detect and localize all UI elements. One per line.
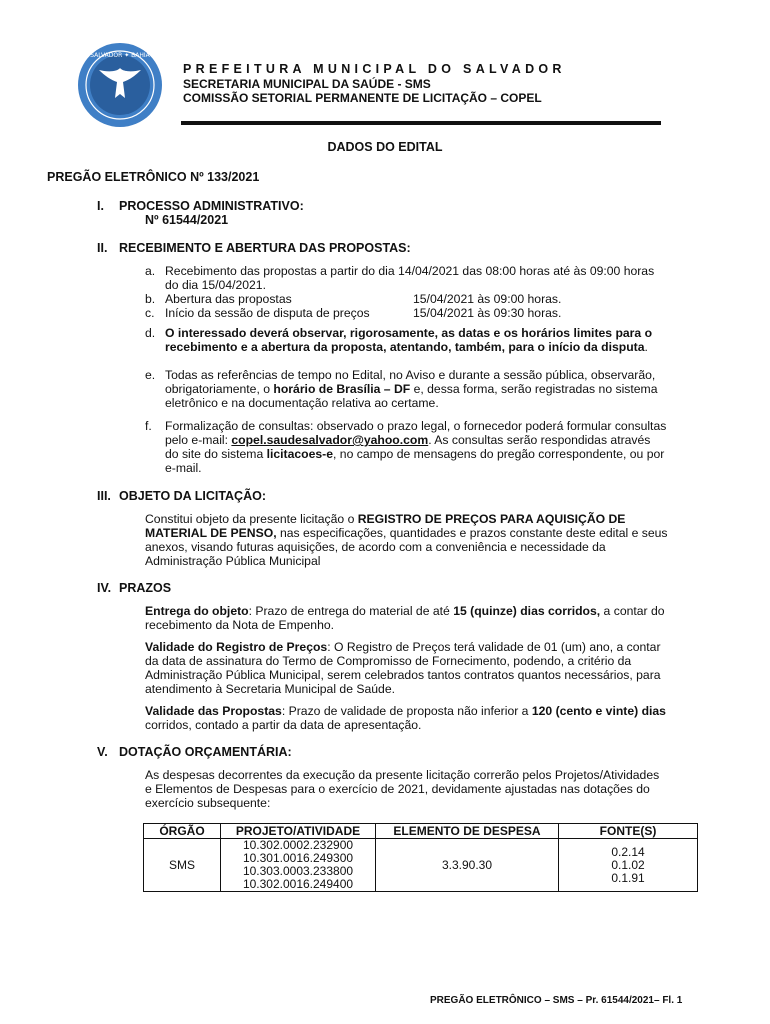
item-d-text: O interessado deverá observar, rigorosamente, as datas e os horários limites para o recebimento e a abertura da proposta, atentando, também, para o início da disputa. bbox=[165, 326, 653, 354]
process-number: Nº 61544/2021 bbox=[145, 213, 229, 227]
budget-table bbox=[143, 823, 698, 892]
header-divider bbox=[181, 121, 661, 125]
cell-projetos: 10.302.0002.232900 10.301.0016.249300 10.303.0003.233800 10.302.0016.249400 bbox=[221, 839, 376, 892]
col-header-fonte: FONTE(S) bbox=[559, 824, 698, 839]
cell-fontes: 0.2.14 0.1.02 0.1.91 bbox=[559, 839, 698, 892]
object-paragraph: Constitui objeto da presente licitação o REGISTRO DE PREÇOS PARA AQUISIÇÃO DE MATERIAL DE PENSO, nas especificações, quantidades e prazos constante deste edital e seus anexos, visando futuras aquisições, de acordo com a conveniência e necessidade da Administração Pública Municipal bbox=[145, 512, 668, 568]
item-a-label: a. bbox=[145, 264, 156, 278]
delivery-paragraph: Entrega do objeto: Prazo de entrega do material de até 15 (quinze) dias corridos, a contar do recebimento da Nota de Empenho. bbox=[145, 604, 665, 632]
section-5-title: DOTAÇÃO ORÇAMENTÁRIA: bbox=[119, 745, 292, 759]
item-e-label: e. bbox=[145, 368, 156, 382]
city-seal-logo bbox=[77, 42, 163, 128]
item-a-text: Recebimento das propostas a partir do dia 14/04/2021 das 08:00 horas até às 09:00 horas do dia 15/04/2021. bbox=[165, 264, 655, 292]
page-footer: PREGÃO ELETRÔNICO – SMS – Pr. 61544/2021– Fl. 1 bbox=[430, 995, 683, 1006]
item-b-label: b. bbox=[145, 292, 156, 306]
section-4-number: IV. bbox=[97, 581, 112, 595]
col-header-orgao: ÓRGÃO bbox=[144, 824, 221, 839]
page-title: DADOS DO EDITAL bbox=[327, 140, 443, 154]
item-b-text: Abertura das propostas bbox=[165, 292, 292, 306]
section-2-number: II. bbox=[97, 241, 108, 255]
item-b-value: 15/04/2021 às 09:00 horas. bbox=[413, 292, 562, 306]
section-3-number: III. bbox=[97, 489, 111, 503]
table-row bbox=[144, 839, 698, 892]
item-f-label: f. bbox=[145, 419, 152, 433]
budget-paragraph: As despesas decorrentes da execução da presente licitação correrão pelos Projetos/Atividades e Elementos de Despesas para o exercício de 2021, devidamente ajustadas nas dotações do exercício subsequente: bbox=[145, 768, 660, 810]
logo-lettering: SALVADOR ✦ BAHIA bbox=[90, 52, 150, 59]
item-c-text: Início da sessão de disputa de preços bbox=[165, 306, 370, 320]
section-1-number: I. bbox=[97, 199, 104, 213]
item-f-text: Formalização de consultas: observado o prazo legal, o fornecedor poderá formular consultas pelo e-mail: copel.saudesalvador@yahoo.com. As consultas serão respondidas através do site do sistema licitacoes-e, no campo de mensagens do pregão correspondente, ou por e-mail. bbox=[165, 419, 667, 475]
proposal-validity-paragraph: Validade das Propostas: Prazo de validade de proposta não inferior a 120 (cento e vinte) dias corridos, contado a partir da data de apresentação. bbox=[145, 704, 666, 732]
col-header-elemento: ELEMENTO DE DESPESA bbox=[376, 824, 559, 839]
section-5-number: V. bbox=[97, 745, 108, 759]
header-secretariat: SECRETARIA MUNICIPAL DA SAÚDE - SMS bbox=[183, 77, 431, 91]
item-c-value: 15/04/2021 às 09:30 horas. bbox=[413, 306, 562, 320]
header-commission: COMISSÃO SETORIAL PERMANENTE DE LICITAÇÃO – COPEL bbox=[183, 91, 542, 105]
cell-elemento: 3.3.90.30 bbox=[376, 839, 559, 892]
item-c-label: c. bbox=[145, 306, 155, 320]
registry-validity-paragraph: Validade do Registro de Preços: O Registro de Preços terá validade de 01 (um) ano, a contar da data de assinatura do Termo de Compromisso de Fornecimento, podendo, a critério da Administração Pública Municipal, serem celebrados tantos contratos quantos necessários, para atendimento à Secretaria Municipal de Saúde. bbox=[145, 640, 661, 696]
col-header-projeto: PROJETO/ATIVIDADE bbox=[221, 824, 376, 839]
contact-email-link[interactable]: copel.saudesalvador@yahoo.com bbox=[231, 433, 429, 447]
section-2-title: RECEBIMENTO E ABERTURA DAS PROPOSTAS: bbox=[119, 241, 411, 255]
item-e-text: Todas as referências de tempo no Edital, no Aviso e durante a sessão pública, observarão, obrigatoriamente, o horário de Brasília – DF e, dessa forma, serão registradas no sistema eletrônico e na documentação relativa ao certame. bbox=[165, 368, 658, 410]
section-3-title: OBJETO DA LICITAÇÃO: bbox=[119, 489, 266, 503]
section-4-title: PRAZOS bbox=[119, 581, 172, 595]
cell-orgao: SMS bbox=[144, 839, 221, 892]
table-header-row bbox=[144, 824, 698, 839]
item-d-label: d. bbox=[145, 326, 156, 340]
section-1-title: PROCESSO ADMINISTRATIVO: bbox=[119, 199, 304, 213]
pregao-number: PREGÃO ELETRÔNICO Nº 133/2021 bbox=[47, 170, 260, 184]
header-municipality: PREFEITURA MUNICIPAL DO SALVADOR bbox=[183, 62, 566, 76]
